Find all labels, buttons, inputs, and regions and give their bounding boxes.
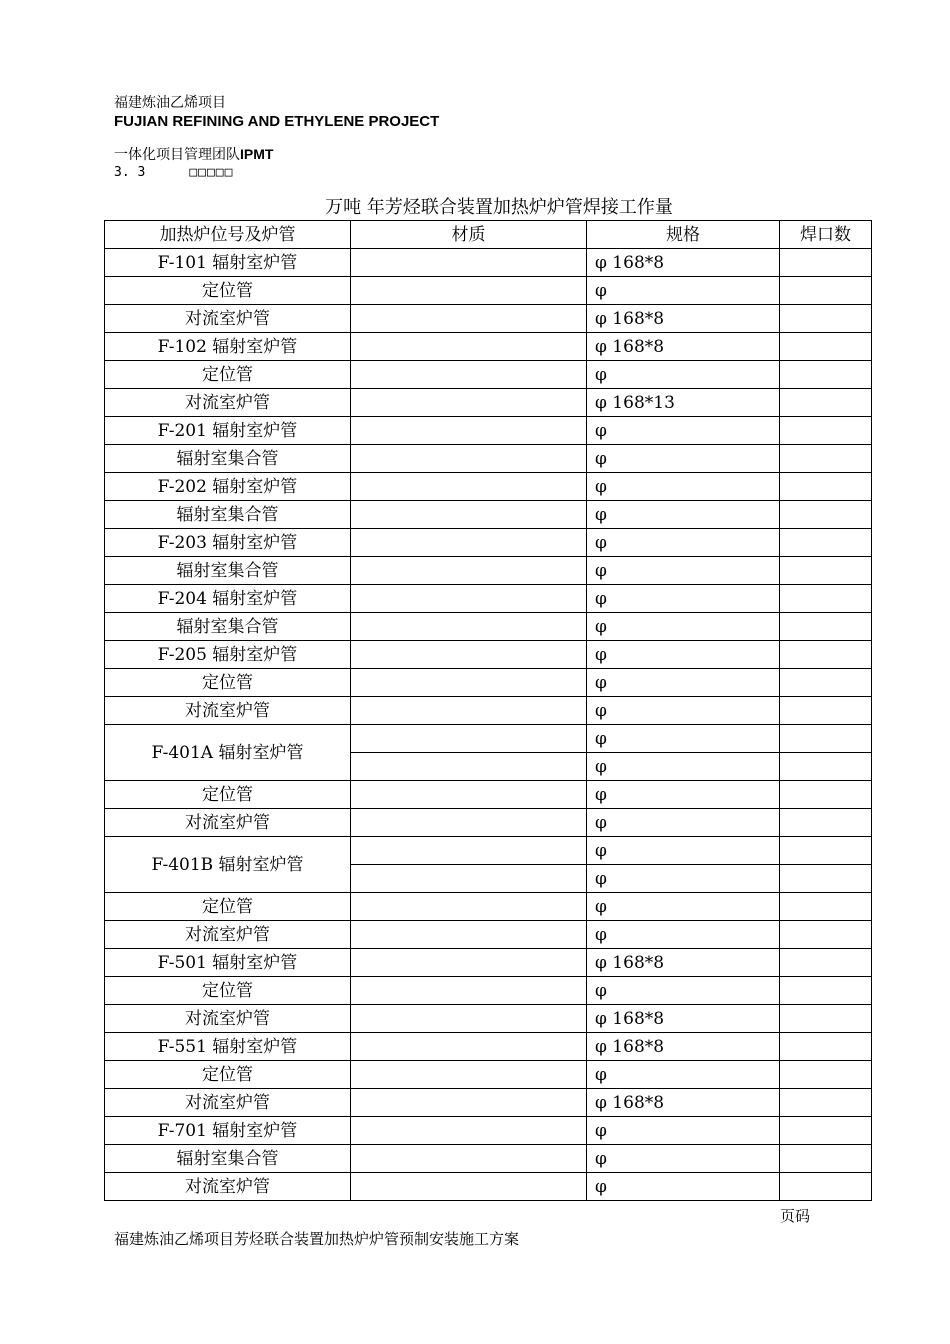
- table-row: [105, 529, 872, 557]
- table-row: [105, 585, 872, 613]
- spec-cell: φ: [587, 361, 780, 389]
- column-header: 加热炉位号及炉管: [105, 221, 351, 249]
- furnace-tube-cell: 对流室炉管: [105, 1173, 351, 1201]
- table-body: [105, 249, 872, 1201]
- weld-count-cell: [780, 305, 872, 333]
- weld-count-cell: [780, 781, 872, 809]
- spec-cell: φ 168*8: [587, 1089, 780, 1117]
- table-row: [105, 417, 872, 445]
- material-cell: [351, 333, 587, 361]
- spec-cell: φ: [587, 865, 780, 893]
- material-cell: [351, 1061, 587, 1089]
- furnace-tube-cell: F-202 辐射室炉管: [105, 473, 351, 501]
- material-cell: [351, 557, 587, 585]
- table-row: [105, 1061, 872, 1089]
- spec-cell: φ 168*8: [587, 1005, 780, 1033]
- table-row: [105, 305, 872, 333]
- weld-count-cell: [780, 557, 872, 585]
- spec-cell: φ: [587, 417, 780, 445]
- weld-count-cell: [780, 529, 872, 557]
- furnace-tube-cell: F-102 辐射室炉管: [105, 333, 351, 361]
- spec-cell: φ: [587, 1117, 780, 1145]
- spec-cell: φ: [587, 501, 780, 529]
- furnace-tube-cell: 对流室炉管: [105, 305, 351, 333]
- furnace-tube-cell: F-401A 辐射室炉管: [105, 725, 351, 781]
- weld-count-cell: [780, 949, 872, 977]
- table-row: [105, 725, 872, 753]
- table-row: [105, 613, 872, 641]
- material-cell: [351, 1145, 587, 1173]
- page-number-label: 页码: [780, 1207, 811, 1225]
- table-row: [105, 501, 872, 529]
- material-cell: [351, 445, 587, 473]
- table-row: [105, 445, 872, 473]
- section-number: 3. 3: [114, 165, 146, 180]
- spec-cell: φ: [587, 977, 780, 1005]
- table-row: [105, 977, 872, 1005]
- furnace-tube-cell: F-201 辐射室炉管: [105, 417, 351, 445]
- spec-cell: φ: [587, 921, 780, 949]
- spec-cell: φ: [587, 473, 780, 501]
- table-row: [105, 641, 872, 669]
- weld-count-cell: [780, 725, 872, 753]
- weld-count-cell: [780, 333, 872, 361]
- table-row: [105, 361, 872, 389]
- weld-count-cell: [780, 1089, 872, 1117]
- weld-count-cell: [780, 277, 872, 305]
- furnace-tube-cell: F-205 辐射室炉管: [105, 641, 351, 669]
- weld-count-cell: [780, 249, 872, 277]
- spec-cell: φ: [587, 1061, 780, 1089]
- table-row: [105, 557, 872, 585]
- material-cell: [351, 921, 587, 949]
- weld-count-cell: [780, 753, 872, 781]
- material-cell: [351, 473, 587, 501]
- material-cell: [351, 585, 587, 613]
- material-cell: [351, 977, 587, 1005]
- weld-count-cell: [780, 613, 872, 641]
- table-row: [105, 249, 872, 277]
- weld-count-cell: [780, 445, 872, 473]
- table-row: [105, 1089, 872, 1117]
- weld-count-cell: [780, 837, 872, 865]
- table-row: [105, 837, 872, 865]
- furnace-tube-cell: 辐射室集合管: [105, 613, 351, 641]
- table-row: [105, 1033, 872, 1061]
- furnace-tube-cell: 定位管: [105, 1061, 351, 1089]
- furnace-tube-cell: 辐射室集合管: [105, 1145, 351, 1173]
- furnace-tube-cell: 定位管: [105, 781, 351, 809]
- weld-count-cell: [780, 501, 872, 529]
- column-header: 材质: [351, 221, 587, 249]
- weld-count-cell: [780, 921, 872, 949]
- material-cell: [351, 949, 587, 977]
- material-cell: [351, 417, 587, 445]
- weld-count-cell: [780, 1061, 872, 1089]
- project-name-en: FUJIAN REFINING AND ETHYLENE PROJECT: [114, 113, 440, 130]
- team-name: [114, 144, 273, 164]
- furnace-tube-cell: 定位管: [105, 277, 351, 305]
- material-cell: [351, 529, 587, 557]
- table-row: [105, 1005, 872, 1033]
- column-header: 焊口数: [780, 221, 872, 249]
- spec-cell: φ: [587, 641, 780, 669]
- material-cell: [351, 305, 587, 333]
- weld-count-cell: [780, 389, 872, 417]
- weld-count-cell: [780, 1033, 872, 1061]
- spec-cell: φ: [587, 529, 780, 557]
- table-row: [105, 669, 872, 697]
- table-row: [105, 697, 872, 725]
- material-cell: [351, 1173, 587, 1201]
- furnace-tube-cell: F-501 辐射室炉管: [105, 949, 351, 977]
- furnace-tube-cell: F-551 辐射室炉管: [105, 1033, 351, 1061]
- material-cell: [351, 277, 587, 305]
- spec-cell: φ: [587, 837, 780, 865]
- spec-cell: φ: [587, 1145, 780, 1173]
- section-heading: [114, 165, 233, 180]
- furnace-tube-cell: 辐射室集合管: [105, 501, 351, 529]
- material-cell: [351, 893, 587, 921]
- weld-count-cell: [780, 473, 872, 501]
- weld-count-cell: [780, 361, 872, 389]
- table-header-row: [105, 221, 872, 249]
- weld-count-cell: [780, 893, 872, 921]
- weld-count-cell: [780, 977, 872, 1005]
- column-header: 规格: [587, 221, 780, 249]
- table-row: [105, 921, 872, 949]
- weld-count-cell: [780, 417, 872, 445]
- spec-cell: φ: [587, 725, 780, 753]
- spec-cell: φ: [587, 557, 780, 585]
- material-cell: [351, 1033, 587, 1061]
- spec-cell: φ 168*8: [587, 249, 780, 277]
- table-row: [105, 277, 872, 305]
- material-cell: [351, 1089, 587, 1117]
- material-cell: [351, 837, 587, 865]
- furnace-tube-cell: 定位管: [105, 669, 351, 697]
- table-row: [105, 333, 872, 361]
- weld-count-cell: [780, 585, 872, 613]
- material-cell: [351, 249, 587, 277]
- material-cell: [351, 809, 587, 837]
- furnace-tube-cell: F-401B 辐射室炉管: [105, 837, 351, 893]
- spec-cell: φ: [587, 1173, 780, 1201]
- furnace-tube-cell: F-203 辐射室炉管: [105, 529, 351, 557]
- furnace-tube-cell: 定位管: [105, 893, 351, 921]
- weld-count-cell: [780, 669, 872, 697]
- weld-count-cell: [780, 865, 872, 893]
- weld-count-cell: [780, 1145, 872, 1173]
- material-cell: [351, 781, 587, 809]
- table-row: [105, 809, 872, 837]
- material-cell: [351, 641, 587, 669]
- table-row: [105, 781, 872, 809]
- material-cell: [351, 697, 587, 725]
- spec-cell: φ: [587, 893, 780, 921]
- material-cell: [351, 753, 587, 781]
- welding-workload-table: [104, 220, 872, 1201]
- spec-cell: φ: [587, 585, 780, 613]
- weld-count-cell: [780, 697, 872, 725]
- table-row: [105, 1117, 872, 1145]
- furnace-tube-cell: 辐射室集合管: [105, 445, 351, 473]
- spec-cell: φ: [587, 781, 780, 809]
- weld-count-cell: [780, 1117, 872, 1145]
- table-row: [105, 893, 872, 921]
- weld-count-cell: [780, 641, 872, 669]
- furnace-tube-cell: F-101 辐射室炉管: [105, 249, 351, 277]
- material-cell: [351, 669, 587, 697]
- table-row: [105, 949, 872, 977]
- spec-cell: φ: [587, 445, 780, 473]
- furnace-tube-cell: F-204 辐射室炉管: [105, 585, 351, 613]
- spec-cell: φ: [587, 809, 780, 837]
- table-row: [105, 1145, 872, 1173]
- furnace-tube-cell: 对流室炉管: [105, 1005, 351, 1033]
- furnace-tube-cell: 辐射室集合管: [105, 557, 351, 585]
- spec-cell: φ: [587, 613, 780, 641]
- material-cell: [351, 1117, 587, 1145]
- furnace-tube-cell: 定位管: [105, 361, 351, 389]
- section-title-garbled: □□□□□: [189, 165, 234, 180]
- table-row: [105, 473, 872, 501]
- project-name-cn: 福建炼油乙烯项目: [114, 95, 226, 111]
- weld-count-cell: [780, 809, 872, 837]
- table-title: 万吨 年芳烃联合装置加热炉炉管焊接工作量: [325, 197, 673, 218]
- table-row: [105, 389, 872, 417]
- table-row: [105, 1173, 872, 1201]
- furnace-tube-cell: 对流室炉管: [105, 389, 351, 417]
- spec-cell: φ 168*8: [587, 1033, 780, 1061]
- spec-cell: φ: [587, 697, 780, 725]
- material-cell: [351, 501, 587, 529]
- material-cell: [351, 725, 587, 753]
- team-name-en: IPMT: [240, 146, 274, 162]
- material-cell: [351, 361, 587, 389]
- spec-cell: φ: [587, 669, 780, 697]
- weld-count-cell: [780, 1173, 872, 1201]
- furnace-tube-cell: 对流室炉管: [105, 921, 351, 949]
- material-cell: [351, 389, 587, 417]
- furnace-tube-cell: F-701 辐射室炉管: [105, 1117, 351, 1145]
- weld-count-cell: [780, 1005, 872, 1033]
- spec-cell: φ 168*8: [587, 305, 780, 333]
- spec-cell: φ 168*13: [587, 389, 780, 417]
- team-name-cn: 一体化项目管理团队: [114, 147, 240, 163]
- document-title: 福建炼油乙烯项目芳烃联合装置加热炉炉管预制安装施工方案: [114, 1230, 520, 1248]
- spec-cell: φ: [587, 753, 780, 781]
- furnace-tube-cell: 对流室炉管: [105, 697, 351, 725]
- material-cell: [351, 865, 587, 893]
- material-cell: [351, 613, 587, 641]
- furnace-tube-cell: 定位管: [105, 977, 351, 1005]
- furnace-tube-cell: 对流室炉管: [105, 1089, 351, 1117]
- spec-cell: φ 168*8: [587, 333, 780, 361]
- furnace-tube-cell: 对流室炉管: [105, 809, 351, 837]
- spec-cell: φ 168*8: [587, 949, 780, 977]
- material-cell: [351, 1005, 587, 1033]
- spec-cell: φ: [587, 277, 780, 305]
